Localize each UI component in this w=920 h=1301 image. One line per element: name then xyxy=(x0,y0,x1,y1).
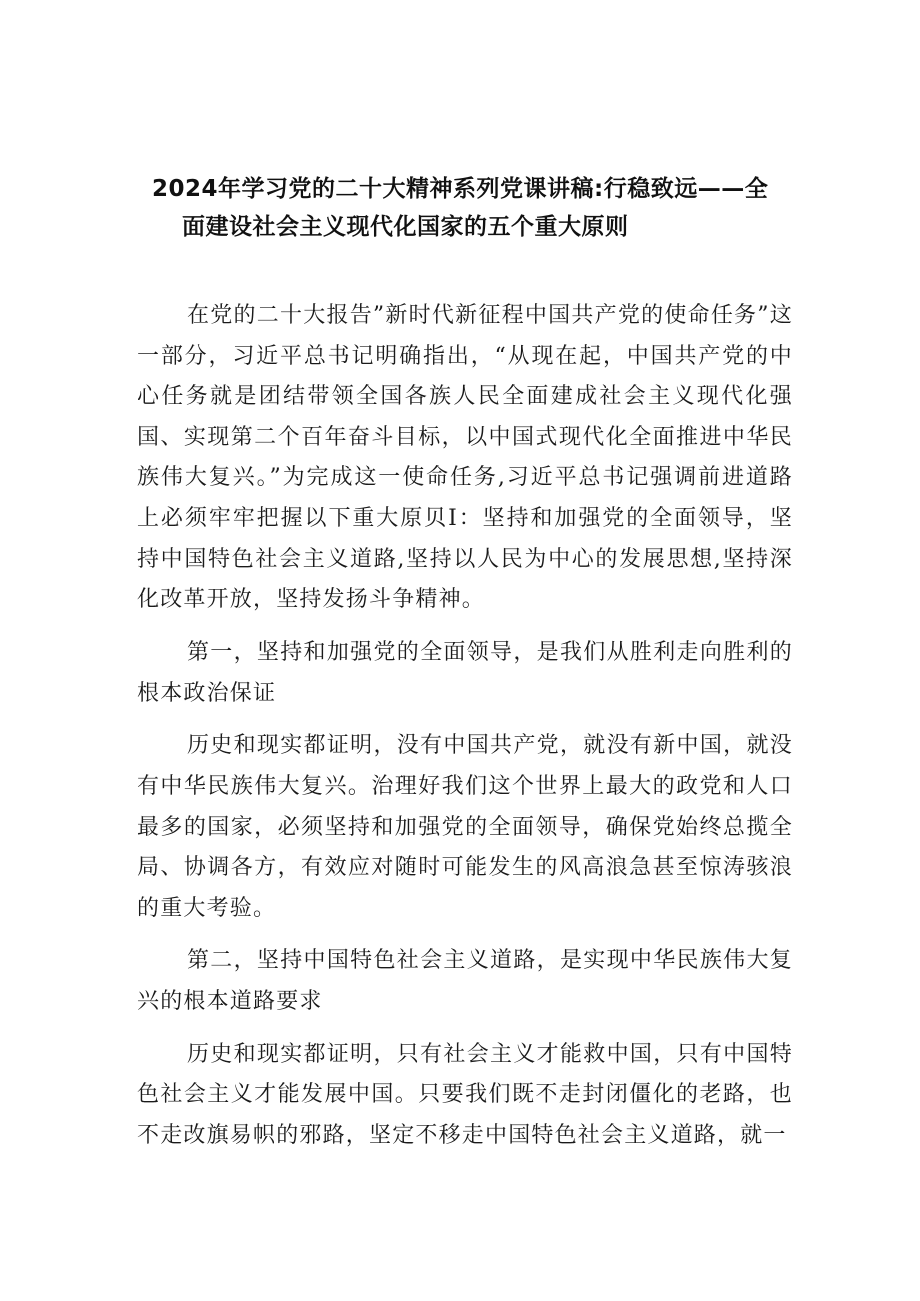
paragraph-first-principle-body: 历史和现实都证明，没有中国共产党，就没有新中国，就没有中华民族伟大复兴。治理好我们这个世界上最大的政党和人口最多的国家，必须坚持和加强党的全面领导，确保党始终总揽全局、协调各方，有效应对随时可能发生的风高浪急甚至惊涛骇浪的重大考验。 xyxy=(137,733,793,921)
title-line-1: 2024年学习党的二十大精神系列党课讲稿:行稳致远——全 xyxy=(152,176,769,202)
paragraph-heading-second-principle: 第二，坚持中国特色社会主义道路，是实现中华民族伟大复兴的根本道路要求 xyxy=(137,948,793,1015)
title-line-2: 面建设社会主义现代化国家的五个重大原则 xyxy=(182,214,629,240)
document-title xyxy=(152,170,792,246)
paragraph-second-principle-body: 历史和现实都证明，只有社会主义才能救中国，只有中国特色社会主义才能发展中国。只要我们既不走封闭僵化的老路，也不走改旗易帜的邪路，坚定不移走中国特色社会主义道路，就一 xyxy=(137,1041,793,1149)
paragraph-heading-first-principle: 第一，坚持和加强党的全面领导，是我们从胜利走向胜利的根本政治保证 xyxy=(137,639,793,706)
paragraph-intro: 在党的二十大报告”新时代新征程中国共产党的使命任务”这一部分，习近平总书记明确指出，“从现在起，中国共产党的中心任务就是团结带领全国各族人民全面建成社会主义现代化强国、实现第二个百年奋斗目标，以中国式现代化全面推进中华民族伟大复兴。”为完成这一使命任务,习近平总书记强调前进道路上必须牢牢把握以下重大原贝I：坚持和加强党的全面领导，坚持中国特色社会主义道路,坚持以人民为中心的发展思想,坚持深化改革开放，坚持发扬斗争精神。 xyxy=(137,303,793,613)
document-body xyxy=(137,296,793,1169)
